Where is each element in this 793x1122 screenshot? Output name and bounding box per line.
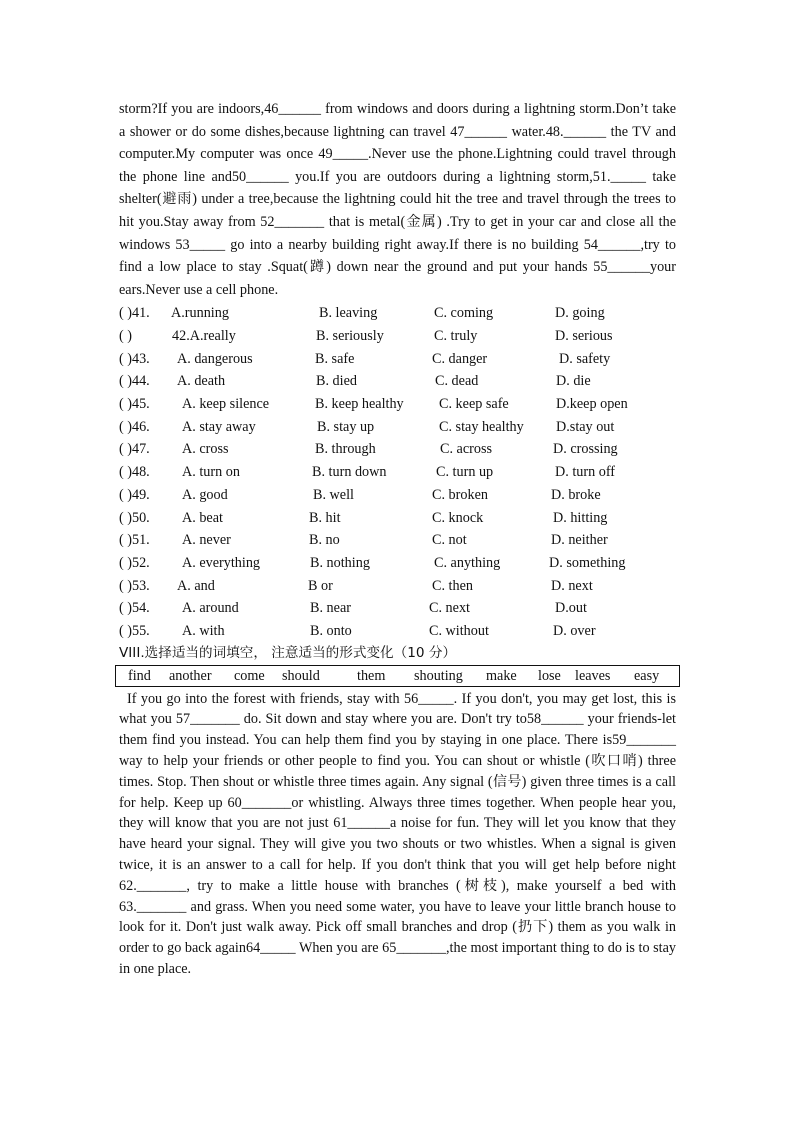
option-c: C. stay healthy	[439, 418, 524, 435]
option-c: C. without	[429, 622, 489, 639]
option-b: B or	[308, 577, 333, 594]
option-a: A. and	[177, 577, 215, 594]
option-a: A. beat	[182, 509, 223, 526]
option-d: D. die	[556, 373, 591, 390]
reading-passage-lightning: storm?If you are indoors,46______ from windows and doors during a lightning storm.Don’t take a shower or do some dishes,because lightning can travel 47______ water.48.______ the TV and computer.My computer was once 49_____.Never use the phone.Lightning could travel through the phone line and50______ you.If you are outdoors during a lightning storm,51._____ take shelter(避雨) under a tree,because the lightning could hit the tree and travel through the trees to hit you.Stay away from 52_______ that is metal(金属) .Try to get in your car and close all the windows 53_____ go into a nearby building right away.If there is no building 54______,try to find a low place to stay .Squat(蹲) down near the ground and put your hands 55______your ears.Never use a cell phone.	[119, 101, 676, 298]
reading-passage-forest: If you go into the forest with friends, stay with 56_____. If you don't, you may get lost, this is what you 57_______ do. Sit down and stay where you are. Don't try to58______ your friends-let them find you instead. You can help them find you by staying in one place. There is59_______ way to help your friends or other people to find you. You can shout or whistle (吹口哨) three times. Stop. Then shout or whistle three times again. Any signal (信号) given three times is a call for help. Keep up 60_______or whistling. Always three times together. When people hear you, they will know that you are not just 61______a noise for fun. They will let you know that they have heard your signal. They will give you two shouts or two whistles. When a signal is given twice, it is an answer to a call for help. If you don't think that you will get help before night 62._______, try to make a little house with branches (树枝), make yourself a bed with 63._______ and grass. When you need some water, you have to leave your little branch house to look for it. Don't just walk away. Pick off small branches and drop (扔下) them as you walk in order to go back again64_____ When you are 65_______,the most important thing to do is to stay in one place.	[119, 690, 676, 978]
option-a: A. death	[177, 373, 226, 390]
option-d: D. crossing	[553, 441, 618, 458]
question-number: ( )44.	[119, 373, 150, 390]
option-a: A. dangerous	[177, 350, 253, 367]
question-number: ( )43.	[119, 350, 150, 367]
option-row-52	[119, 552, 676, 575]
option-d: D. going	[555, 305, 605, 322]
option-row-41	[119, 302, 676, 325]
option-c: C. next	[429, 600, 470, 617]
question-number: ( )48.	[119, 464, 150, 481]
option-c: C. coming	[434, 305, 494, 322]
option-d: D. broke	[551, 486, 601, 503]
option-a: A. keep silence	[182, 396, 270, 413]
option-c: C. then	[432, 577, 473, 594]
option-b: B. keep healthy	[315, 396, 404, 413]
worksheet-page	[119, 98, 676, 980]
option-c: C. keep safe	[439, 396, 509, 413]
option-a: A. never	[182, 532, 231, 549]
option-d: D.out	[555, 600, 587, 617]
option-a: A.running	[171, 305, 229, 322]
option-row-51	[119, 529, 676, 552]
option-b: B. nothing	[310, 554, 370, 571]
option-d: D. next	[551, 577, 593, 594]
option-c: C. dead	[435, 373, 479, 390]
question-number: ( )49.	[119, 486, 150, 503]
option-b: B. seriously	[316, 328, 384, 345]
option-b: B. leaving	[319, 305, 378, 322]
option-row-55	[119, 620, 676, 643]
question-number: ( )54.	[119, 600, 150, 617]
question-number: ( )55.	[119, 622, 150, 639]
option-a: A. good	[182, 486, 228, 503]
word-bank-item: leaves	[575, 667, 611, 684]
option-b: B. well	[313, 486, 354, 503]
option-a: A. everything	[182, 554, 261, 571]
option-b: B. through	[315, 441, 376, 458]
option-d: D. something	[549, 554, 626, 571]
word-bank-item: find	[128, 667, 151, 684]
word-bank-item: should	[282, 667, 320, 684]
option-c: C. not	[432, 532, 467, 549]
option-d: D.keep open	[556, 396, 628, 413]
options-list	[119, 302, 676, 642]
word-bank-box	[115, 665, 680, 687]
option-d: D. safety	[559, 350, 611, 367]
option-row-42	[119, 325, 676, 348]
question-number: ( )47.	[119, 441, 150, 458]
option-d: D. neither	[551, 532, 608, 549]
option-b: B. turn down	[312, 464, 387, 481]
option-b: B. safe	[315, 350, 355, 367]
option-c: C. anything	[434, 554, 501, 571]
option-c: C. across	[440, 441, 493, 458]
question-number: ( )46.	[119, 418, 150, 435]
option-b: B. onto	[310, 622, 352, 639]
option-d: D. hitting	[553, 509, 608, 526]
option-row-53	[119, 575, 676, 598]
option-a: A. cross	[182, 441, 229, 458]
option-c: C. turn up	[436, 464, 494, 481]
option-row-48	[119, 461, 676, 484]
option-c: C. danger	[432, 350, 488, 367]
word-bank-item: them	[357, 667, 386, 684]
option-a: A. turn on	[182, 464, 240, 481]
option-row-47	[119, 438, 676, 461]
option-d: D.stay out	[556, 418, 615, 435]
option-row-45	[119, 393, 676, 416]
option-c: C. broken	[432, 486, 488, 503]
question-number: ( )45.	[119, 396, 150, 413]
option-c: C. knock	[432, 509, 484, 526]
option-d: D. serious	[555, 328, 613, 345]
word-bank-item: come	[234, 667, 265, 684]
word-bank-item: easy	[634, 667, 660, 684]
word-bank-item: shouting	[414, 667, 463, 684]
option-row-50	[119, 507, 676, 530]
question-number: ( )	[119, 328, 132, 345]
section-title: VIII.选择适当的词填空， 注意适当的形式变化（10 分）	[119, 644, 457, 661]
option-d: D. turn off	[555, 464, 616, 481]
option-a: A. with	[182, 622, 225, 639]
word-bank-item: lose	[538, 667, 561, 684]
option-row-49	[119, 484, 676, 507]
question-number: ( )41.	[119, 305, 150, 322]
option-b: B. stay up	[317, 418, 375, 435]
option-a: A. stay away	[182, 418, 256, 435]
question-number: ( )50.	[119, 509, 150, 526]
option-b: B. no	[309, 532, 340, 549]
option-a: 42.A.really	[172, 328, 236, 345]
question-number: ( )52.	[119, 554, 150, 571]
word-bank-item: another	[169, 667, 212, 684]
option-row-54	[119, 597, 676, 620]
option-d: D. over	[553, 622, 596, 639]
option-row-43	[119, 348, 676, 371]
option-a: A. around	[182, 600, 239, 617]
option-b: B. died	[316, 373, 357, 390]
option-c: C. truly	[434, 328, 478, 345]
option-row-44	[119, 370, 676, 393]
option-b: B. hit	[309, 509, 341, 526]
word-bank-item: make	[486, 667, 517, 684]
option-row-46	[119, 416, 676, 439]
question-number: ( )53.	[119, 577, 150, 594]
option-b: B. near	[310, 600, 351, 617]
question-number: ( )51.	[119, 532, 150, 549]
